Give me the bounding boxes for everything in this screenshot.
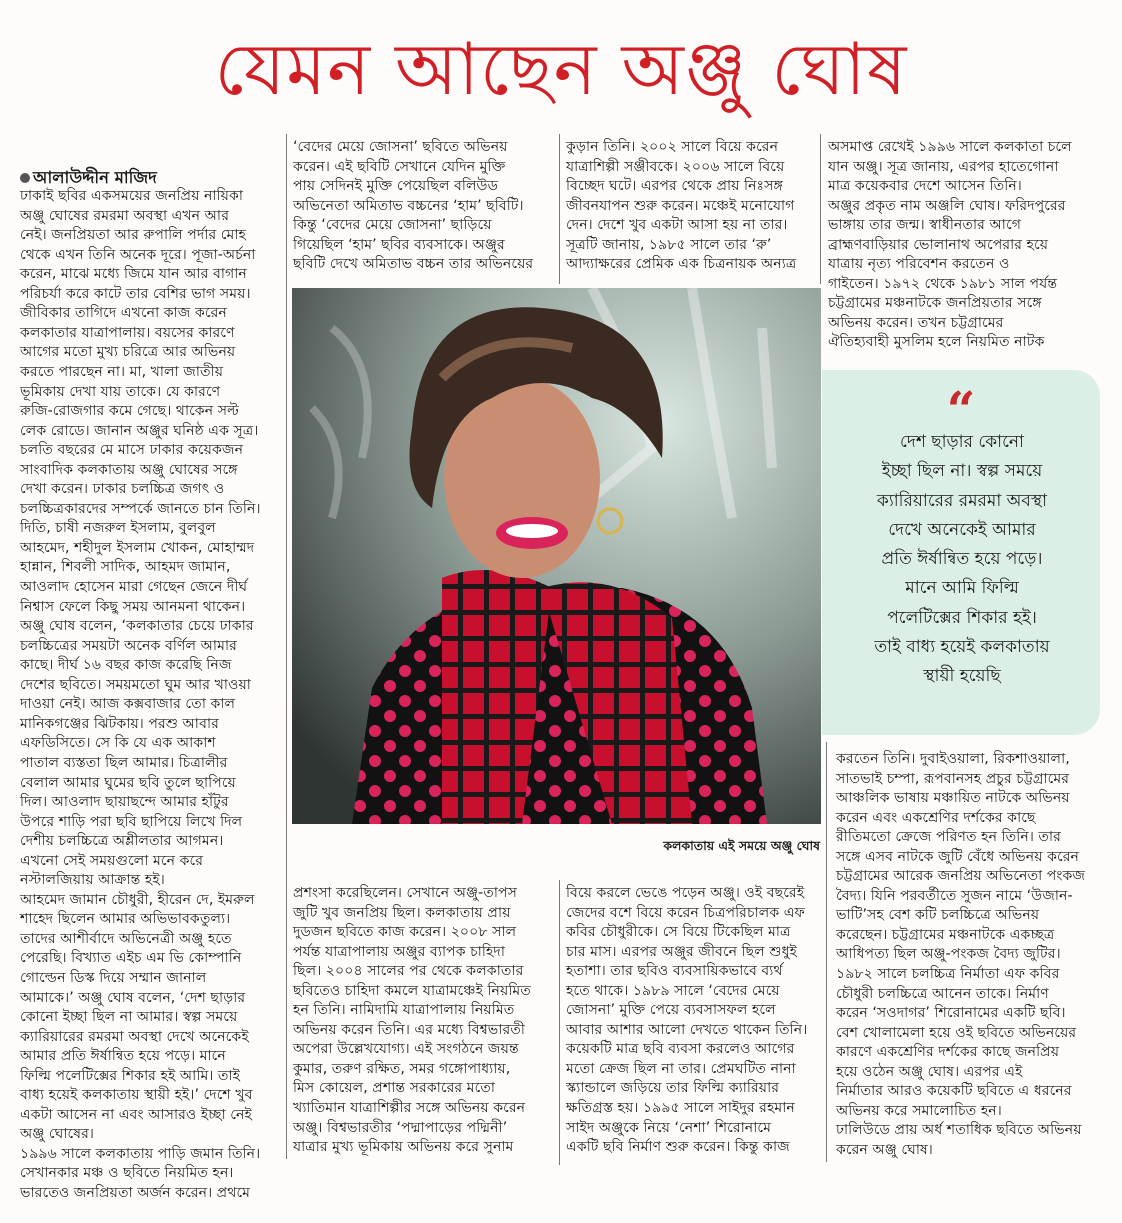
- column-4-top: অসমাপ্ত রেখেই ১৯৯৬ সালে কলকাতা চলে যান অঞ্জু। সূত্র জানায়, এরপর হাতেগোনা মাত্র কয়েকবার দেশে আসেন তিনি। অঞ্জুর প্রকৃত নাম অঞ্জলি ঘোষ। ফরিদপুরের ভাঙ্গায় তার জন্ম। স্বাধীনতার আগে ব্রাহ্মণবাড়িয়ার ভোলানাথ অপেরার হয়ে যাত্রায় নৃত্য পরিবেশন করতেন ও গাইতেন। ১৯৭২ থেকে ১৯৮১ সাল পর্যন্ত চট্টগ্রামের মঞ্চনাটকে জনপ্রিয়তার সঙ্গে অভিনয় করেন। তখন চট্টগ্রামের ঐতিহ্যবাহী মুসলিম হলে নিয়মিত নাটক: [828, 139, 1072, 351]
- quote-mark-icon: “: [946, 380, 976, 439]
- portrait-photo: [292, 288, 821, 824]
- column-divider: [286, 134, 287, 1159]
- column-2-bottom: প্রশংসা করেছিলেন। সেখানে অঞ্জু-তাপস জুটি খুব জনপ্রিয় ছিল। কলকাতায় প্রায় দুডজন ছবিতে কাজ করেন। ২০০৮ সাল পর্যন্ত যাত্রাপালায় অঞ্জুর ব্যাপক চাহিদা ছিল। ২০০৪ সালের পর থেকে কলকাতার ছবিতেও চাহিদা কমলে যাত্রামঞ্চেই নিয়মিত হন তিনি। নামিদামি যাত্রাপালায় নিয়মিত অভিনয় করেন তিনি। এর মধ্যে বিশ্বভারতী অপেরা উল্লেখযোগ্য। এই সংগঠনে জয়ন্ত কুমার, তরুণ রক্ষিত, সমর গঙ্গোপাধ্যায়, মিস কোয়েল, প্রশান্ত সরকারের মতো খ্যাতিমান যাত্রাশিল্পীর সঙ্গে অভিনয় করেন অঞ্জু। বিশ্বভারতীর ‘পদ্মাপাড়ের পদ্মিনী’ যাত্রার মুখ্য ভূমিকায় অভিনয় করে সুনাম: [293, 885, 531, 1156]
- column-1: [20, 148, 282, 1201]
- bullet-icon: [20, 173, 30, 183]
- headline: যেমন আছেন অঞ্জু ঘোষ: [214, 27, 908, 111]
- pull-quote-box: [822, 370, 1100, 735]
- portrait-illustration: [292, 288, 821, 824]
- column-2-top: ‘বেদের মেয়ে জোসনা’ ছবিতে অভিনয় করেন। এই ছবিটি সেখানে যেদিন মুক্তি পায় সেদিনই মুক্তি পেয়েছিল বলিউড অভিনেতা অমিতাভ বচ্চনের ‘হাম’ ছবিটি। কিন্তু ‘বেদের মেয়ে জোসনা’ ছাড়িয়ে গিয়েছিল ‘হাম’ ছবির ব্যবসাকে। অঞ্জুর ছবিটি দেখে অমিতাভ বচ্চন তার অভিনয়ের: [293, 139, 534, 273]
- column-divider: [559, 134, 560, 284]
- column-3-bottom: বিয়ে করলে ভেঙে পড়েন অঞ্জু। ওই বছরেই জেদের বশে বিয়ে করেন চিত্রপরিচালক এফ কবির চৌধুরীকে। সে বিয়ে টিকেছিল মাত্র চার মাস। এরপর অঞ্জুর জীবনে ছিল শুধুই হতাশা। তার ছবিও ব্যবসায়িকভাবে ব্যর্থ হতে থাকে। ১৯৮৯ সালে ‘বেদের মেয়ে জোসনা’ মুক্তি পেয়ে ব্যবসাসফল হলে আবার আশার আলো দেখতে থাকেন তিনি। কয়েকটি মাত্র ছবি ব্যবসা করলেও আগের মতো ক্রেজ ছিল না তার। প্রেমঘটিত নানা স্ক্যান্ডালে জড়িয়ে তার ফিল্মি ক্যারিয়ার ক্ষতিগ্রস্ত হয়। ১৯৯৫ সালে সাইদুর রহমান সাইদ অঞ্জুকে নিয়ে ‘নেশা’ শিরোনামে একটি ছবি নির্মাণ শুরু করেন। কিন্তু কাজ: [566, 885, 808, 1156]
- column-divider: [559, 880, 560, 1165]
- column-divider: [820, 134, 821, 284]
- column-4-bottom: করতেন তিনি। দুবাইওয়ালা, রিকশাওয়ালা, সাতভাই চম্পা, রূপবানসহ প্রচুর চট্টগ্রামের আঞ্চলিক ভাষায় মঞ্চায়িত নাটকে অভিনয় করেন এবং একশ্রেণির দর্শকের কাছে রীতিমতো ক্রেজে পরিণত হন তিনি। তার সঙ্গে এসব নাটকে জুটি বেঁধে অভিনয় করেন চট্টগ্রামের আরেক জনপ্রিয় অভিনেতা পংকজ বৈদ্য। যিনি পরবর্তীতে সুজন নামে ‘উজান- ভাটি’সহ বেশ কটি চলচ্চিত্রে অভিনয় করেছেন। চট্টগ্রামের মঞ্চনাটকে একচ্ছত্র আধিপত্য ছিল অঞ্জু-পংকজ বৈদ্য জুটির। ১৯৮২ সালে চলচ্চিত্র নির্মাতা এফ কবির চৌধুরী চলচ্চিত্রে আনেন তাকে। নির্মাণ করেন ‘সওদাগর’ শিরোনামের একটি ছবি। বেশ খোলামেলা হয়ে ওই ছবিতে অভিনয়ের কারণে একশ্রেণির দর্শকের কাছে জনপ্রিয় হয়ে ওঠেন অঞ্জু ঘোষ। এরপর এই নির্মাতার আরও কয়েকটি ছবিতে এ ধরনের অভিনয় করে সমালোচিত হন। ঢালিউডে প্রায় অর্ধ শতাধিক ছবিতে অভিনয় করেন অঞ্জু ঘোষ।: [836, 751, 1086, 1158]
- byline-name: আলাউদ্দীন মাজিদ: [33, 167, 157, 187]
- pull-quote-text: দেশ ছাড়ার কোনো ইচ্ছা ছিল না। স্বল্প সময়ে ক্যারিয়ারের রমরমা অবস্থা দেখে অনেকেই আমার প্রতি ঈর্ষান্বিত হয়ে পড়ে। মানে আমি ফিল্মি পলেটিক্সের শিকার হই। তাই বাধ্য হয়েই কলকাতায় স্থায়ী হয়েছি: [874, 432, 1050, 687]
- column-1-body: ঢাকাই ছবির একসময়ের জনপ্রিয় নায়িকা অঞ্জু ঘোষের রমরমা অবস্থা এখন আর নেই। জনপ্রিয়তা আর রুপালি পর্দার মোহ থেকে এখন তিনি অনেক দূরে। পূজা-অর্চনা করেন, মাঝে মধ্যে জিমে যান আর বাগান পরিচর্যা করে কাটে তার বেশির ভাগ সময়। জীবিকার তাগিদে এখনো কাজ করেন কলকাতার যাত্রাপালায়। বয়সের কারণে আগের মতো মুখ্য চরিত্রে আর অভিনয় করতে পারছেন না। মা, খালা জাতীয় ভূমিকায় দেখা যায় তাকে। যে কারণে রুজি-রোজগার কমে গেছে। থাকেন সল্ট লেক রোডে। জানান অঞ্জুর ঘনিষ্ঠ এক সূত্র। চলতি বছরের মে মাসে ঢাকার কয়েকজন সাংবাদিক কলকাতায় অঞ্জু ঘোষের সঙ্গে দেখা করেন। ঢাকার চলচ্চিত্র জগৎ ও চলচ্চিত্রকারদের সম্পর্কে জানতে চান তিনি। দিতি, চাষী নজরুল ইসলাম, বুলবুল আহমেদ, শহীদুল ইসলাম খোকন, মোহাম্মদ হান্নান, শিবলী সাদিক, আহমদ জামান, আওলাদ হোসেন মারা গেছেন জেনে দীর্ঘ নিশ্বাস ফেলে কিছু সময় আনমনা থাকেন। অঞ্জু ঘোষ বলেন, ‘কলকাতার চেয়ে ঢাকার চলচ্চিত্রের সময়টা অনেক বর্ণিল আমার কাছে। দীর্ঘ ১৬ বছর কাজ করেছি নিজ দেশের ছবিতে। সময়মতো ঘুম আর খাওয়া দাওয়া নেই। আজ কক্সবাজার তো কাল মানিকগঞ্জের ঝিটকায়। পরশু আবার এফডিসিতে। সে কি যে এক আকাশ পাতাল ব্যস্ততা ছিল আমার। চিত্রালীর বেলাল আমার ঘুমের ছবি তুলে ছাপিয়ে দিল। আওলাদ ছায়াছন্দে আমার হাঁটুর উপরে শাড়ি পরা ছবি ছাপিয়ে লিখে দিল দেশীয় চলচ্চিত্রে অশ্লীলতার আগমন। এখনো সেই সময়গুলো মনে করে নস্টালজিয়ায় আক্রান্ত হই। আহমেদ জামান চৌধুরী, হীরেন দে, ইমরুল শাহেদ ছিলেন আমার অভিভাবকতুল্য। তাদের আশীর্বাদে অভিনেত্রী অঞ্জু হতে পেরেছি। বিখ্যাত এইচ এম ভি কোম্পানি গোল্ডেন ডিস্ক দিয়ে সম্মান জানাল আমাকে।’ অঞ্জু ঘোষ বলেন, ‘দেশ ছাড়ার কোনো ইচ্ছা ছিল না আমার। স্বল্প সময়ে ক্যারিয়ারের রমরমা অবস্থা দেখে অনেকেই আমার প্রতি ঈর্ষান্বিত হয়ে পড়ে। মানে ফিল্মি পলেটিক্সের শিকার হই আমি। তাই বাধ্য হয়েই কলকাতায় স্থায়ী হই।’ দেশে খুব একটা আসেন না এবং আসারও ইচ্ছা নেই অঞ্জু ঘোষের। ১৯৯৬ সালে কলকাতায় পাড়ি জমান তিনি। সেখানকার মঞ্চ ও ছবিতে নিয়মিত হন। ভারতেও জনপ্রিয়তা অর্জন করেন। প্রথমে: [20, 188, 261, 1201]
- byline: [20, 168, 282, 188]
- column-3-top: কুড়ান তিনি। ২০০২ সালে বিয়ে করেন যাত্রাশিল্পী সঞ্জীবকে। ২০০৬ সালে বিয়ে বিচ্ছেদ ঘটে। এরপর থেকে প্রায় নিঃসঙ্গ জীবনযাপন শুরু করেন। মঞ্চেই মনোযোগ দেন। দেশে খুব একটা আসা হয় না তার। সূত্রটি জানায়, ১৯৮৫ সালে তার ‘রু’ আদ্যাক্ষরের প্রেমিক এক চিত্রনায়ক অন্যত্র: [566, 139, 797, 273]
- column-divider: [826, 742, 827, 1162]
- photo-caption: কলকাতায় এই সময়ে অঞ্জু ঘোষ: [663, 838, 820, 853]
